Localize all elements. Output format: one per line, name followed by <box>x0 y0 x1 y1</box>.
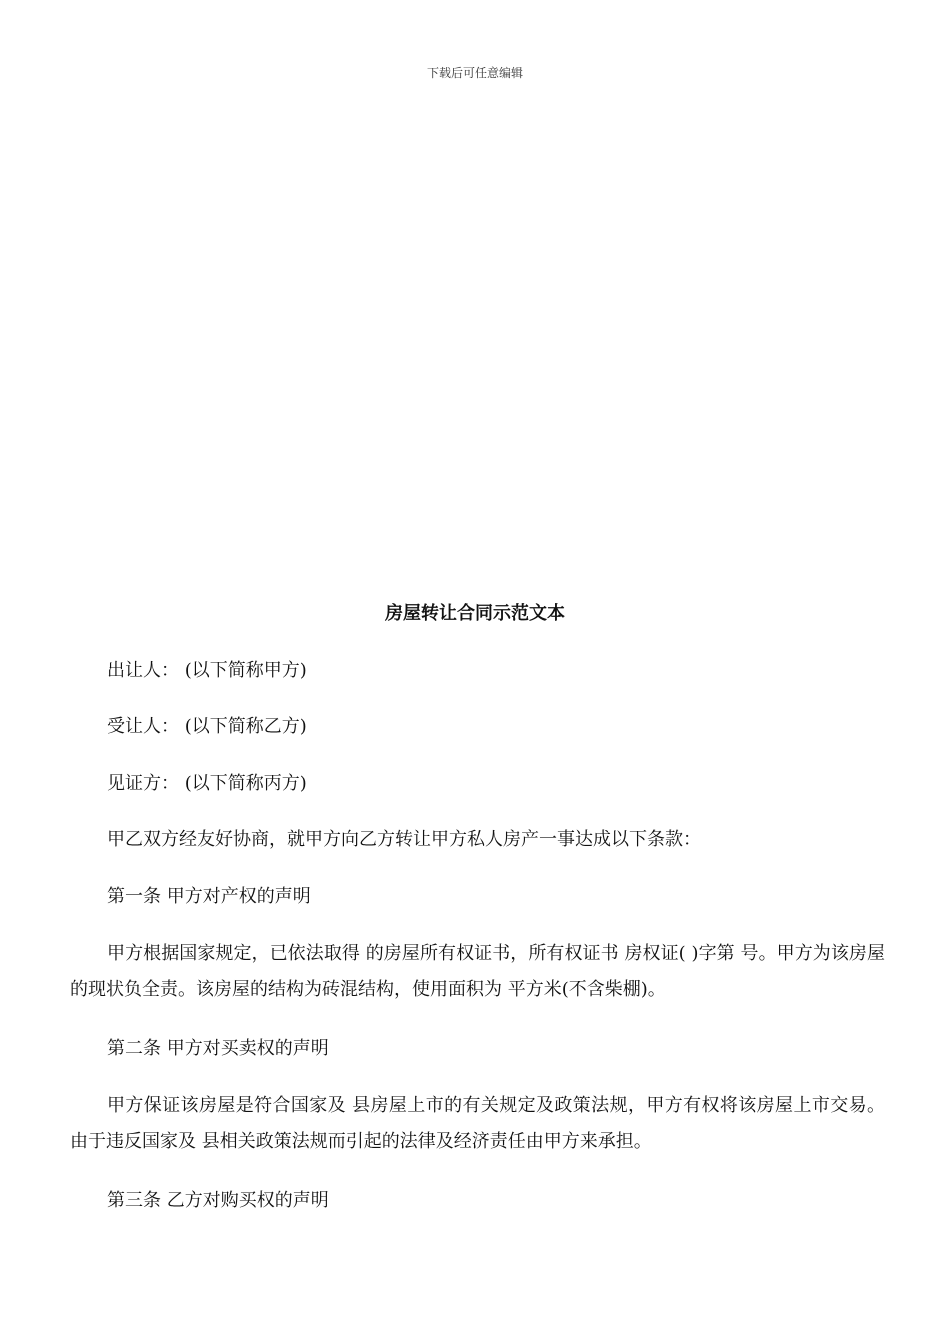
preamble-paragraph: 甲乙双方经友好协商，就甲方向乙方转让甲方私人房产一事达成以下条款： <box>107 829 701 850</box>
article-3-heading: 第三条 乙方对购买权的声明 <box>107 1190 329 1211</box>
article-1-body: 甲方根据国家规定，已依法取得 的房屋所有权证书，所有权证书 房权证( )字第 号。甲方为该房屋的现状负全责。该房屋的结构为砖混结构，使用面积为 平方米(不含柴棚)。 <box>70 943 885 1000</box>
party-transferee: 受让人： (以下简称乙方) <box>107 716 307 737</box>
party-witness: 见证方： (以下简称丙方) <box>107 773 307 794</box>
article-2-body: 甲方保证该房屋是符合国家及 县房屋上市的有关规定及政策法规，甲方有权将该房屋上市交易。由于违反国家及 县相关政策法规而引起的法律及经济责任由甲方来承担。 <box>70 1095 885 1152</box>
page-header-note: 下载后可任意编辑 <box>426 66 523 80</box>
article-2-heading: 第二条 甲方对买卖权的声明 <box>107 1038 329 1059</box>
document-title: 房屋转让合同示范文本 <box>385 603 565 624</box>
article-1-heading: 第一条 甲方对产权的声明 <box>107 886 311 907</box>
party-transferor: 出让人： (以下简称甲方) <box>107 660 307 681</box>
